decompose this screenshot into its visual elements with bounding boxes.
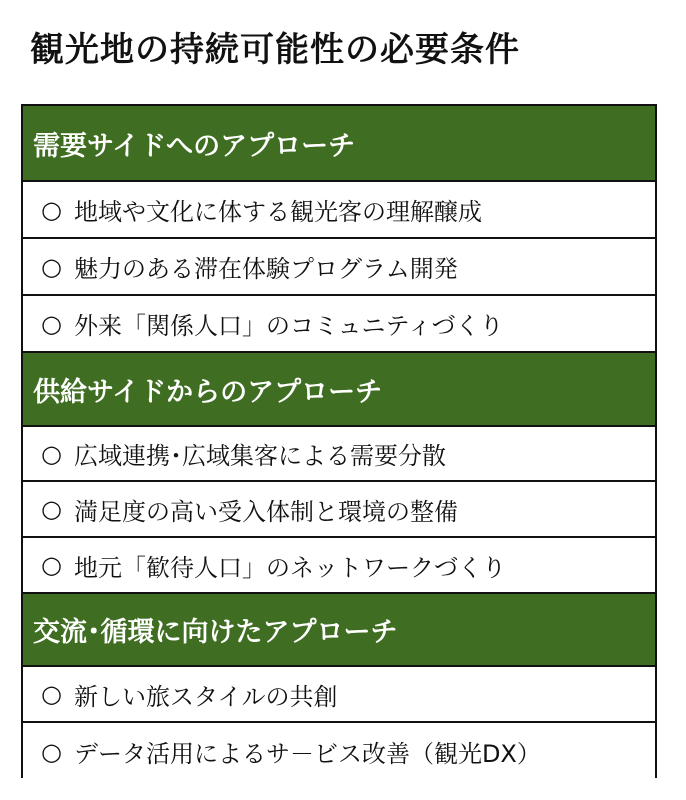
list-item-text: 魅力のある滞在体験プログラム開発	[73, 255, 458, 283]
list-item-text: 地元「歓待人口」のネットワークづくり	[73, 553, 506, 582]
circle-bullet-icon: ○	[41, 551, 62, 579]
list-item-text: 外来「関係人口」のコミュニティづくり	[73, 312, 504, 340]
section-header-supply	[23, 353, 655, 427]
circle-bullet-icon: ○	[41, 737, 62, 766]
list-item-text: 満足度の高い受入体制と環境の整備	[73, 497, 458, 526]
circle-bullet-icon: ○	[41, 195, 62, 224]
section-heading: 供給サイドからのアプローチ	[33, 376, 383, 408]
list-item-text: データ活用によるサ－ビス改善（観光DX）	[73, 740, 541, 768]
list-item-text: 地域や文化に体する観光客の理解醸成	[73, 198, 482, 226]
circle-bullet-icon: ○	[41, 309, 62, 338]
section-header-exchange	[23, 594, 655, 667]
circle-bullet-icon: ○	[41, 439, 62, 468]
circle-bullet-icon: ○	[41, 252, 62, 281]
list-item	[23, 296, 655, 353]
circle-bullet-icon: ○	[41, 680, 62, 708]
list-item-text: 広域連携･広域集客による需要分散	[73, 442, 446, 470]
list-item	[23, 723, 655, 780]
section-header-demand	[23, 106, 655, 182]
section-heading: 需要サイドへのアプローチ	[33, 130, 356, 162]
circle-bullet-icon: ○	[41, 495, 62, 523]
list-item-text: 新しい旅スタイルの共創	[73, 682, 338, 711]
list-item	[23, 667, 655, 723]
section-heading: 交流･循環に向けたアプローチ	[33, 617, 398, 648]
list-item	[23, 538, 655, 594]
list-item	[23, 427, 655, 482]
requirements-table	[21, 104, 657, 778]
list-item	[23, 482, 655, 538]
page-title: 観光地の持続可能性の必要条件	[30, 30, 520, 70]
list-item	[23, 182, 655, 239]
list-item	[23, 239, 655, 296]
